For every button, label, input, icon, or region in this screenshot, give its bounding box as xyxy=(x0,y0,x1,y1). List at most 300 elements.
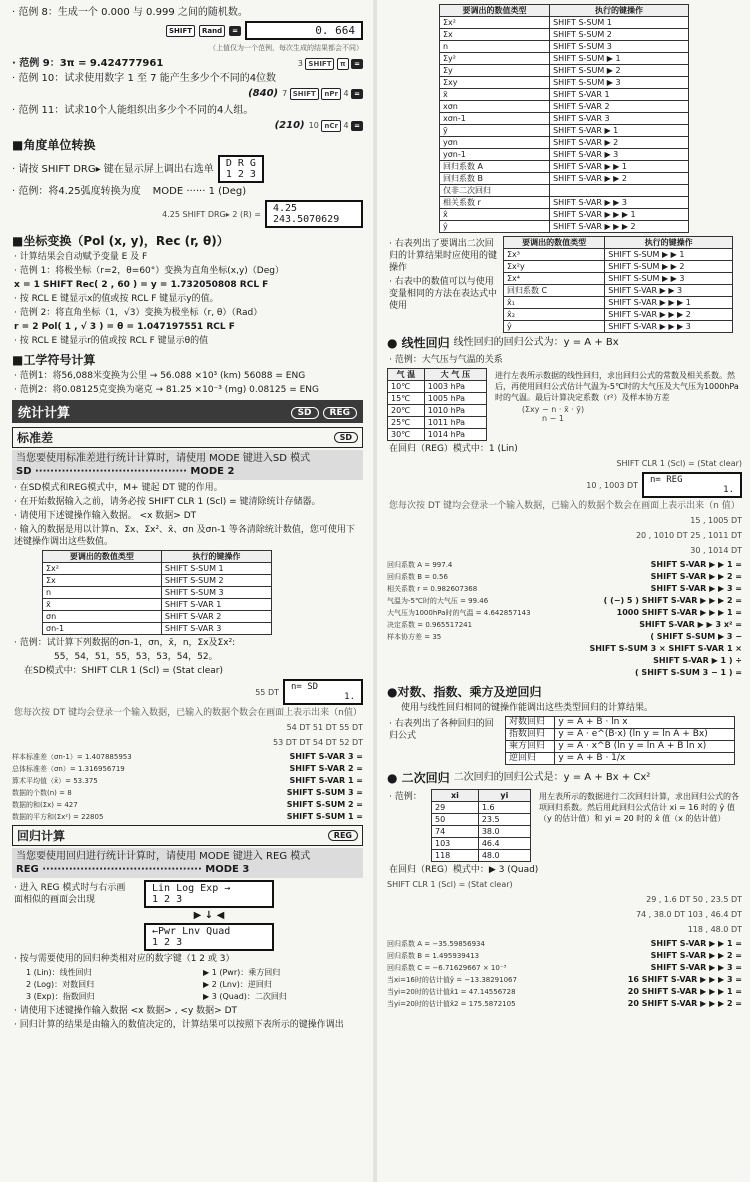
example-8 xyxy=(12,6,363,19)
drg-menu-display xyxy=(218,155,264,183)
angle-display-top: 4.25 xyxy=(273,203,298,214)
table-row xyxy=(432,802,531,814)
table-row xyxy=(504,285,733,297)
result-keys: SHIFT S-SUM 3 = xyxy=(286,788,363,797)
quad-input: 118 , 48.0 DT xyxy=(687,925,742,934)
table-cell: x̄ xyxy=(440,89,550,101)
sd-tag: SD xyxy=(334,432,358,443)
table-cell: 对数回归 xyxy=(506,717,555,729)
table-cell: 1005 hPa xyxy=(424,393,486,405)
reg-type: ▶ 1 (Pwr)：乘方回归 xyxy=(203,968,281,977)
table-cell: ŷ xyxy=(440,221,550,233)
table-cell: SHIFT S-VAR ▶ ▶ ▶ 1 xyxy=(605,297,733,309)
log-section xyxy=(387,716,742,765)
table-row xyxy=(440,125,689,137)
example-8-title: · 范例 8：生成一个 0.000 与 0.999 之间的随机数。 xyxy=(12,7,248,18)
table-cell: SHIFT S-SUM ▶ ▶ 2 xyxy=(605,261,733,273)
reg-menu-2-top: ←Pwr Lnv Quad xyxy=(152,926,231,937)
table-cell: x̂ xyxy=(440,209,550,221)
table-cell: 10℃ xyxy=(388,381,425,393)
example-9-keys: 3 SHIFT π = xyxy=(298,57,363,70)
sd-mode: 在SD模式中：SHIFT CLR 1 (Scl) = (Stat clear) xyxy=(24,666,223,676)
table-row xyxy=(440,41,689,53)
table-row xyxy=(440,185,689,197)
table-row xyxy=(440,221,689,233)
cov-numerator: (Σxy − n · x̄ · ȳ) xyxy=(521,405,585,414)
result-row xyxy=(387,998,742,1010)
result-keys: SHIFT S-VAR ▶ ▶ 1 = xyxy=(650,939,742,948)
angle-instruction: · 请按 SHIFT DRG▸ 键在显示屏上调出右选单 xyxy=(12,163,214,175)
stat-section-bar xyxy=(12,400,363,423)
table-row xyxy=(440,209,689,221)
result-keys: 20 SHIFT S-VAR ▶ ▶ ▶ 1 = xyxy=(627,987,742,996)
lin-data-section xyxy=(387,368,742,441)
table-cell: SHIFT S-VAR ▶ ▶ 3 xyxy=(605,285,733,297)
table-row xyxy=(388,393,487,405)
result-keys: SHIFT S-SUM 1 = xyxy=(286,812,363,821)
result-row xyxy=(12,799,363,811)
table-cell: 29 xyxy=(432,802,479,814)
result-keys: SHIFT S-VAR ▶ ▶ 3 x² = xyxy=(639,620,742,629)
table-header: 要调出的数值类型 xyxy=(504,237,605,249)
result-row xyxy=(12,751,363,763)
table-cell: SHIFT S-VAR ▶ ▶ ▶ 2 xyxy=(605,309,733,321)
sd-bullet: · 请使用下述键操作输入数据。 <x 数据> DT xyxy=(14,511,197,521)
table-row xyxy=(440,101,689,113)
result-row xyxy=(387,667,742,679)
reg-bullet: · 请使用下述键操作输入数据 <x 数据> , <y 数据> DT xyxy=(14,1006,237,1016)
table-cell: SHIFT S-VAR ▶ ▶ 1 xyxy=(550,161,689,173)
equals-key: = xyxy=(229,26,241,36)
table-cell: SHIFT S-SUM 3 xyxy=(550,41,689,53)
quad-mode: 在回归（REG）模式中：▶ 3 (Quad) xyxy=(389,865,539,875)
table-cell: Σxy xyxy=(440,77,550,89)
quad-desc: 用左表所示的数据进行二次回归计算，求出回归公式的各项回归系数。然后用此回归公式估计 xi = 16 时的 ŷ 值（y 的估计值）和 yi = 20 时的 x̂ 值（x 的估计值） xyxy=(539,792,739,823)
table-cell: Σy² xyxy=(440,53,550,65)
table-cell: SHIFT S-SUM 2 xyxy=(550,29,689,41)
table-cell: SHIFT S-VAR ▶ 2 xyxy=(550,137,689,149)
sd-note-keys: SD ········································ MODE 2 xyxy=(16,466,235,477)
example-10-result: (840) 7 SHIFT nPr 4 = xyxy=(12,87,363,100)
result-row xyxy=(12,775,363,787)
rand-key: Rand xyxy=(199,25,225,37)
coord-line: · 计算结果会自动赋予变量 E 及 F xyxy=(14,252,148,262)
reg-bullet: · 进入 REG 模式时与右示画面相似的画面会出现 xyxy=(14,883,126,905)
table-cell: 回归系数 A xyxy=(440,161,550,173)
reg-note-keys: REG ·········································· MODE 3 xyxy=(16,864,250,875)
example-11-title: · 范例 11：试求10个人能组织出多少个不同的4人组。 xyxy=(12,105,254,116)
result-row xyxy=(387,655,742,667)
result-keys: ( (−) 5 ) SHIFT S-VAR ▶ ▶ ▶ 2 = xyxy=(603,596,742,605)
table-cell: 30℃ xyxy=(388,429,425,441)
lin-input-row xyxy=(387,472,742,498)
result-label: 相关系数 r = 0.982607368 xyxy=(387,585,478,593)
table-cell: 118 xyxy=(432,850,479,862)
table-cell: SHIFT S-SUM 3 xyxy=(161,587,271,599)
quad-results-table xyxy=(503,236,733,333)
coord-heading: ■坐标变换（Pol (x, y)，Rec (r, θ)） xyxy=(12,234,229,248)
lin-results xyxy=(387,559,742,679)
table-cell: y = A · e^(B·x) (ln y = ln A + Bx) xyxy=(555,729,735,741)
table-cell: 103 xyxy=(432,838,479,850)
lin-note: 您每次按 DT 键均会登录一个输入数据，已输入的数据个数会在画面上表示出来（n 值） xyxy=(389,501,740,511)
table-cell: x̂₂ xyxy=(504,309,605,321)
table-cell: xσn xyxy=(440,101,550,113)
quad-formula: 二次回归的回归公式是：y = A + Bx + Cx² xyxy=(453,772,651,783)
result-label: 算术平均值（x̄）= 53.375 xyxy=(12,777,98,785)
angle-keys: 4.25 SHIFT DRG▸ 2 (R) = xyxy=(162,209,261,219)
table-cell: Σx xyxy=(43,575,162,587)
lin-description xyxy=(493,368,742,441)
table-cell: ȳ xyxy=(440,125,550,137)
result-label: 样本标准差（σn-1）= 1.407885953 xyxy=(12,753,132,761)
table-row xyxy=(388,417,487,429)
result-label: 大气压为1000hPa时的气温 = 4.642857143 xyxy=(387,609,531,617)
reg-menu-2 xyxy=(144,923,274,951)
table-row xyxy=(440,197,689,209)
table-row xyxy=(43,611,272,623)
result-label: 当xi=16时的估计值ŷ = −13.38291067 xyxy=(387,976,517,984)
table-header: 气 温 xyxy=(388,369,425,381)
eng-heading: ■工学符号计算 xyxy=(12,353,96,367)
reg-menu-area xyxy=(12,880,363,951)
result-row xyxy=(387,643,742,655)
reg-heading-bar xyxy=(12,825,363,846)
table-cell: SHIFT S-VAR 1 xyxy=(161,599,271,611)
example-10 xyxy=(12,72,363,85)
reg-menu-1-bottom: 1 2 3 xyxy=(152,894,183,905)
lin-display-value: 1. xyxy=(723,485,734,495)
table-row xyxy=(506,717,735,729)
reg-tag: REG xyxy=(323,407,357,419)
sd-input: 55 DT xyxy=(255,687,279,697)
example-9-title: · 范例 9：3π = 9.424777961 xyxy=(12,58,164,69)
angle-display-value: 243.5070629 xyxy=(273,214,340,225)
table-row xyxy=(432,850,531,862)
reg-note xyxy=(12,848,363,878)
table-cell: SHIFT S-SUM 1 xyxy=(550,17,689,29)
table-cell: 50 xyxy=(432,814,479,826)
table-cell: Σx² xyxy=(440,17,550,29)
quad-data-table xyxy=(431,789,531,862)
table-cell: 逆回归 xyxy=(506,753,555,765)
lcd-display: 0. 664 xyxy=(245,21,363,40)
quad-input: 74 , 38.0 DT 103 , 46.4 DT xyxy=(635,910,742,919)
result-keys: SHIFT S-VAR 3 = xyxy=(289,752,363,761)
angle-example xyxy=(12,185,363,198)
side-bullet: · 右表列出了要调出二次回归的计算结果时应使用的键操作 xyxy=(389,239,498,273)
reg-type: ▶ 2 (Lnv)：逆回归 xyxy=(203,980,272,989)
reg-type: 2 (Log)：对数回归 xyxy=(26,980,95,989)
result-row xyxy=(387,583,742,595)
sd-input: 53 DT DT 54 DT 52 DT xyxy=(273,738,363,747)
result-row xyxy=(12,763,363,775)
result-label: 数据的和(Σx) = 427 xyxy=(12,801,78,809)
table-row xyxy=(504,261,733,273)
reg-menu-1-top: Lin Log Exp → xyxy=(152,883,231,894)
reg-arrows: ▶ ↓ ◀ xyxy=(193,910,225,921)
table-cell: 15℃ xyxy=(388,393,425,405)
sd-note xyxy=(12,450,363,480)
table-header: yi xyxy=(478,790,530,802)
reg-results-table xyxy=(439,4,689,233)
sd-note-text: 当您要使用标准差进行统计计算时，请使用 MODE 键进入SD 模式 xyxy=(16,453,311,464)
sd-example-data: 55，54，51，55，53，53，54，52。 xyxy=(54,652,218,662)
result-row xyxy=(387,938,742,950)
result-label: 气温为-5℃时的大气压 = 99.46 xyxy=(387,597,489,605)
table-header: 执行的键操作 xyxy=(161,551,271,563)
quad-data-section xyxy=(387,789,742,862)
sd-tag: SD xyxy=(291,407,319,419)
table-cell: 1.6 xyxy=(478,802,530,814)
sd-heading: 标准差 xyxy=(17,431,54,445)
table-cell: SHIFT S-VAR ▶ ▶ 3 xyxy=(550,197,689,209)
table-cell: 38.0 xyxy=(478,826,530,838)
result-keys: SHIFT S-VAR 1 = xyxy=(289,776,363,785)
sd-bullet: · 在SD模式和REG模式中，M+ 键起 DT 键的作用。 xyxy=(14,483,223,493)
result-row xyxy=(387,631,742,643)
lin-input: 10 , 1003 DT xyxy=(586,480,638,490)
lin-input: 20 , 1010 DT 25 , 1011 DT xyxy=(635,531,742,540)
result-row xyxy=(387,619,742,631)
table-cell: SHIFT S-SUM ▶ 2 xyxy=(550,65,689,77)
table-row xyxy=(432,826,531,838)
side-bullet: · 右表中的数值可以与使用变量相同的方法在表达式中使用 xyxy=(389,277,498,311)
table-cell: 回归系数 C xyxy=(504,285,605,297)
drg-menu-bottom: 1 2 3 xyxy=(225,169,256,180)
quad-heading-row xyxy=(387,768,742,787)
result-row xyxy=(387,974,742,986)
reg-menu-2-bottom: 1 2 3 xyxy=(152,937,183,948)
table-cell: n xyxy=(43,587,162,599)
cov-denominator: n − 1 xyxy=(542,414,564,423)
log-side: · 右表列出了各种回归的回归公式 xyxy=(389,719,494,741)
table-cell: Σx³ xyxy=(504,249,605,261)
sd-bullet: · 在开始数据输入之前，请务必按 SHIFT CLR 1 (Scl) = 键清除统计存储器。 xyxy=(14,497,321,507)
reg-menu-1 xyxy=(144,880,274,908)
angle-menu-row xyxy=(12,155,363,183)
reg-type-row xyxy=(12,991,363,1003)
table-cell: n xyxy=(440,41,550,53)
table-cell: xσn-1 xyxy=(440,113,550,125)
sd-input: 54 DT 51 DT 55 DT xyxy=(286,723,363,732)
result-label: 总体标准差（σn）= 1.316956719 xyxy=(12,765,125,773)
table-cell: SHIFT S-VAR 2 xyxy=(161,611,271,623)
table-row xyxy=(504,273,733,285)
sd-display xyxy=(283,679,363,705)
result-label: 回归系数 B = 1.495939413 xyxy=(387,952,480,960)
table-cell: yσn xyxy=(440,137,550,149)
quad-clear-keys: SHIFT CLR 1 (Scl) = (Stat clear) xyxy=(387,880,513,889)
result-row xyxy=(12,811,363,823)
table-cell: Σx²y xyxy=(504,261,605,273)
log-formula-table xyxy=(505,716,735,765)
sd-display-top: n= SD xyxy=(291,682,319,692)
table-row xyxy=(388,429,487,441)
table-row xyxy=(440,161,689,173)
lin-heading: ● 线性回归 xyxy=(387,336,450,350)
table-cell: 仅非二次回归 xyxy=(440,185,550,197)
eng-line: · 范例2：将0.08125克变换为毫克 → 81.25 ×10⁻³ (mg) 0.08125 = ENG xyxy=(14,385,320,395)
result-row xyxy=(387,595,742,607)
table-cell: SHIFT S-VAR 1 xyxy=(550,89,689,101)
table-cell: 乘方回归 xyxy=(506,741,555,753)
table-cell: 1003 hPa xyxy=(424,381,486,393)
reg-note-text: 当您要使用回归进行统计计算时，请使用 MODE 键进入 REG 模式 xyxy=(16,851,311,862)
table-cell xyxy=(550,185,689,197)
reg-menus xyxy=(144,880,274,951)
result-value: (840) xyxy=(248,88,279,99)
table-cell: SHIFT S-SUM ▶ 1 xyxy=(550,53,689,65)
table-header: 要调出的数值类型 xyxy=(440,5,550,17)
example-9 xyxy=(12,57,363,70)
table-cell: 25℃ xyxy=(388,417,425,429)
table-cell: 回归系数 B xyxy=(440,173,550,185)
table-cell: 1010 hPa xyxy=(424,405,486,417)
table-row xyxy=(504,321,733,333)
result-label: 当yi=20时的估计值x̂2 = 175.5872105 xyxy=(387,1000,516,1008)
sd-bullet: · 输入的数据是用以计算n、Σx、Σx²、x̄、σn 及σn-1 等各清除统计数值，您可使用下述键操作调出这些数值。 xyxy=(14,525,355,547)
result-keys: SHIFT S-VAR 2 = xyxy=(289,764,363,773)
quad-heading: ● 二次回归 xyxy=(387,771,450,785)
quad-results xyxy=(387,938,742,1010)
quad-input: 29 , 1.6 DT 50 , 23.5 DT xyxy=(646,895,742,904)
table-cell: SHIFT S-VAR 3 xyxy=(161,623,271,635)
angle-mode-keys: MODE ······ 1 (Deg) xyxy=(152,186,247,197)
table-row xyxy=(504,249,733,261)
table-header: 大 气 压 xyxy=(424,369,486,381)
result-label: 回归系数 A = −35.59856934 xyxy=(387,940,485,948)
table-cell: SHIFT S-VAR ▶ 3 xyxy=(550,149,689,161)
table-row xyxy=(432,814,531,826)
sd-example: · 范例：试计算下列数据的σn-1，σn，x̄，n，Σx及Σx²: xyxy=(14,638,236,648)
table-cell: y = A · x^B (ln y = ln A + B ln x) xyxy=(555,741,735,753)
table-cell: SHIFT S-SUM ▶ ▶ 3 xyxy=(605,273,733,285)
table-row xyxy=(388,381,487,393)
angle-display xyxy=(265,200,363,228)
angle-conversion xyxy=(12,200,363,228)
table-row xyxy=(43,563,272,575)
result-keys: 20 SHIFT S-VAR ▶ ▶ ▶ 2 = xyxy=(627,999,742,1008)
table-row xyxy=(43,623,272,635)
table-cell: x̄ xyxy=(43,599,162,611)
example-11 xyxy=(12,104,363,117)
table-cell: 46.4 xyxy=(478,838,530,850)
table-cell: ŷ xyxy=(504,321,605,333)
table-cell: 20℃ xyxy=(388,405,425,417)
drg-menu-top: D R G xyxy=(225,158,256,169)
result-keys: SHIFT S-VAR ▶ ▶ 2 = xyxy=(650,951,742,960)
table-cell: SHIFT S-VAR ▶ ▶ ▶ 2 xyxy=(550,221,689,233)
sd-results xyxy=(12,751,363,823)
result-row xyxy=(387,962,742,974)
eng-line: · 范例1：将56,088米变换为公里 → 56.088 ×10³ (km) 56088 = ENG xyxy=(14,371,306,381)
table-row xyxy=(504,297,733,309)
result-label: 数据的平方和(Σx²) = 22805 xyxy=(12,813,104,821)
table-cell: y = A + B · 1/x xyxy=(555,753,735,765)
table-cell: σn xyxy=(43,611,162,623)
log-desc: 使用与线性回归相同的键操作能调出这些类型回归的计算结果。 xyxy=(401,703,654,713)
table-row xyxy=(440,173,689,185)
table-cell: SHIFT S-SUM 1 xyxy=(161,563,271,575)
reg-bullet: · 回归计算的结果是由输入的数值决定的，计算结果可以按照下表所示的键操作调出 xyxy=(14,1020,344,1030)
result-keys: 16 SHIFT S-VAR ▶ ▶ ▶ 3 = xyxy=(627,975,742,984)
result-label: 样本协方差 = 35 xyxy=(387,633,442,641)
table-row xyxy=(43,587,272,599)
result-keys: SHIFT S-VAR ▶ ▶ 3 = xyxy=(650,584,742,593)
result-row xyxy=(387,950,742,962)
lin-heading-row xyxy=(387,333,742,352)
example-10-title: · 范例 10：试求使用数字 1 至 7 能产生多少个不同的4位数 xyxy=(12,73,277,84)
table-row xyxy=(43,575,272,587)
result-label: 数据的个数(n) = 8 xyxy=(12,789,72,797)
sd-display-value: 1. xyxy=(344,692,355,702)
result-keys: ( SHIFT S-SUM ▶ 3 − xyxy=(650,632,742,641)
table-row xyxy=(440,137,689,149)
table-header: 执行的键操作 xyxy=(605,237,733,249)
reg-heading: 回归计算 xyxy=(17,829,66,843)
result-keys: SHIFT S-SUM 3 × SHIFT S-VAR 1 × xyxy=(589,644,742,653)
table-row xyxy=(504,309,733,321)
lin-desc-text: 进行左表所示数据的线性回归，求出回归公式的常数及相关系数。然后，再使用回归公式估计气温为-5℃时的大气压及大气压为1000hPa时的气温。最后计算决定系数（r²）及样本协方差 xyxy=(495,371,739,402)
reg-type: 1 (Lin)：线性回归 xyxy=(26,968,92,977)
table-row xyxy=(506,753,735,765)
coord-line: x = 1 SHIFT Rec( 2 , 60 ) = y = 1.732050808 RCL F xyxy=(14,280,269,290)
result-row xyxy=(12,787,363,799)
result-keys: SHIFT S-VAR ▶ ▶ 3 = xyxy=(650,963,742,972)
table-cell: SHIFT S-VAR 3 xyxy=(550,113,689,125)
lin-mode: 在回归（REG）模式中：1 (Lin) xyxy=(389,444,518,454)
table-cell: 1014 hPa xyxy=(424,429,486,441)
sd-heading-bar xyxy=(12,427,363,448)
table-cell: 1011 hPa xyxy=(424,417,486,429)
coord-line: · 按 RCL E 键显示x的值或按 RCL F 键显示y的值。 xyxy=(14,294,219,304)
result-label: 当yi=20时的估计值x̂1 = 47.14556728 xyxy=(387,988,516,996)
table-row xyxy=(440,89,689,101)
angle-heading: ■角度单位转换 xyxy=(12,138,96,152)
table-row xyxy=(440,53,689,65)
table-cell: 74 xyxy=(432,826,479,838)
table-header: 要调出的数值类型 xyxy=(43,551,162,563)
table-cell: 相关系数 r xyxy=(440,197,550,209)
table-cell: Σy xyxy=(440,65,550,77)
lin-clear-keys: SHIFT CLR 1 (Scl) = (Stat clear) xyxy=(616,459,742,468)
table-header: xi xyxy=(432,790,479,802)
result-label: 决定系数 = 0.965517241 xyxy=(387,621,473,629)
quad-example: · 范例： xyxy=(389,792,422,802)
table-cell: Σx² xyxy=(43,563,162,575)
table-cell: SHIFT S-SUM ▶ ▶ 1 xyxy=(605,249,733,261)
table-header: 执行的键操作 xyxy=(550,5,689,17)
table-cell: SHIFT S-VAR ▶ ▶ ▶ 3 xyxy=(605,321,733,333)
right-column xyxy=(377,0,750,1182)
left-column xyxy=(0,0,373,1182)
table-row xyxy=(440,149,689,161)
table-row xyxy=(440,77,689,89)
log-heading: ●对数、指数、乘方及逆回归 xyxy=(387,685,542,699)
reg-type: ▶ 3 (Quad)：二次回归 xyxy=(203,992,287,1001)
result-keys: SHIFT S-VAR ▶ ▶ 2 = xyxy=(650,572,742,581)
example-11-result: (210) 10 nCr 4 = xyxy=(12,119,363,132)
table-row xyxy=(432,838,531,850)
lin-input: 30 , 1014 DT xyxy=(690,546,742,555)
table-cell: SHIFT S-VAR ▶ ▶ 2 xyxy=(550,173,689,185)
table-row xyxy=(440,65,689,77)
table-cell: SHIFT S-SUM 2 xyxy=(161,575,271,587)
lin-display-top: n= REG xyxy=(650,475,683,485)
result-keys: ( SHIFT S-SUM 3 − 1 ) = xyxy=(634,668,742,677)
reg-type: 3 (Exp)：指数回归 xyxy=(26,992,95,1001)
